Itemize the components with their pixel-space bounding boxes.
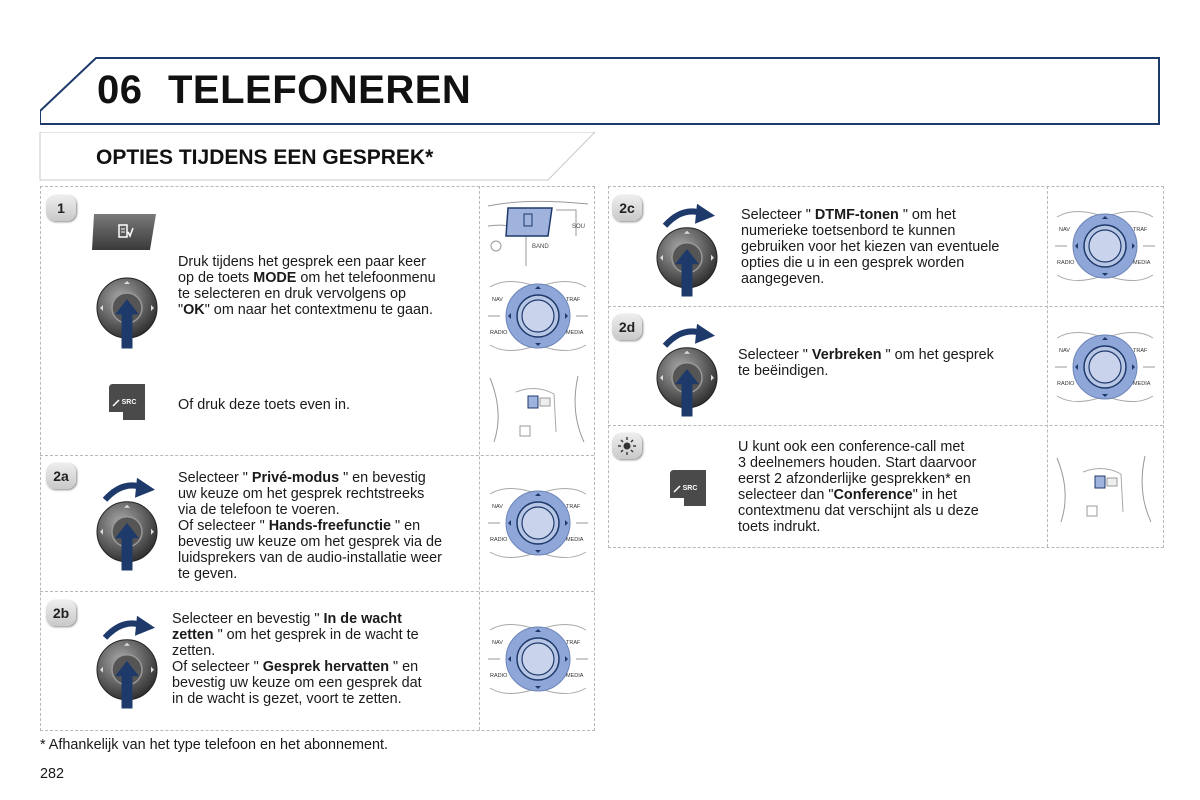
svg-text:SRC: SRC <box>682 485 698 492</box>
dial-label-nav: NAV <box>492 504 503 510</box>
step2d-text: Selecteer " Verbreken " om het gesprek te beëindigen. <box>738 347 994 379</box>
dial-label-nav: NAV <box>492 640 503 646</box>
dial-control-diagram <box>486 622 590 696</box>
svg-text:BAND: BAND <box>532 244 549 250</box>
step-badge-2d: 2d <box>612 314 642 340</box>
rotary-knob-turn-press-icon <box>94 616 160 712</box>
dial-label-media: MEDIA <box>566 330 584 336</box>
section-title: OPTIES TIJDENS EEN GESPREK* <box>96 146 434 169</box>
step2b-text: Selecteer en bevestig " In de wacht zetten " om het gesprek in de wacht te zetten. Of selecteer " Gesprek hervatten " en bevestig uw keuze om een gesprek dat in de wacht is gezet, voort te zetten. <box>172 611 422 707</box>
step2c-text: Selecteer " DTMF-tonen " om het numerieke toetsenbord te kunnen gebruiken voor het kiezen van eventuele opties die u in een gesprek worden aangegeven. <box>741 207 1000 287</box>
page-number: 282 <box>40 766 65 782</box>
rotary-knob-turn-press-icon <box>654 324 720 420</box>
dial-label-traf: TRAF <box>566 640 581 646</box>
dial-label-traf: TRAF <box>1133 348 1148 354</box>
chapter-title: TELEFONEREN <box>168 68 472 112</box>
src-button-icon <box>664 468 710 510</box>
step1-text: Druk tijdens het gesprek een paar keer op de toets MODE om het telefoonmenu te selecteren en druk vervolgens op "OK" om naar het contextmenu te gaan. <box>178 254 436 318</box>
dial-label-radio: RADIO <box>490 673 508 679</box>
dial-label-radio: RADIO <box>1057 381 1075 387</box>
dial-label-nav: NAV <box>1059 348 1070 354</box>
dial-control-diagram <box>486 486 590 560</box>
chapter-number: 06 <box>97 68 143 112</box>
rotary-knob-turn-press-icon <box>654 204 720 300</box>
dial-label-media: MEDIA <box>1133 381 1151 387</box>
steering-wheel-src-diagram <box>486 372 590 444</box>
dial-label-radio: RADIO <box>490 537 508 543</box>
lightbulb-icon <box>612 433 642 459</box>
dial-label-media: MEDIA <box>566 673 584 679</box>
dial-label-nav: NAV <box>492 297 503 303</box>
dial-label-traf: TRAF <box>566 297 581 303</box>
step1-alt-text: Of druk deze toets even in. <box>178 397 350 413</box>
tip-text: U kunt ook een conference-call met 3 deelnemers houden. Start daarvoor eerst 2 afzonderlijke gesprekken* en selecteer dan "Conference" in het contextmenu dat verschijnt als u deze toets indrukt. <box>738 439 979 535</box>
rotary-knob-press-icon <box>94 272 160 352</box>
console-mode-button-diagram <box>486 196 590 268</box>
footnote: * Afhankelijk van het type telefoon en het abonnement. <box>40 737 389 753</box>
dial-label-traf: TRAF <box>1133 227 1148 233</box>
dial-label-radio: RADIO <box>490 330 508 336</box>
src-button-icon <box>103 382 149 424</box>
step2a-text: Selecteer " Privé-modus " en bevestig uw keuze om het gesprek rechtstreeks via de telefoon te voeren. Of selecteer " Hands-freefunctie " en bevestig uw keuze om het gesprek via de luidsprekers van de audio-installatie weer te geven. <box>178 470 442 582</box>
dial-control-diagram <box>1053 209 1157 283</box>
dial-label-radio: RADIO <box>1057 260 1075 266</box>
dial-label-media: MEDIA <box>566 537 584 543</box>
dial-label-traf: TRAF <box>566 504 581 510</box>
step-badge-2a: 2a <box>46 463 76 489</box>
step-badge-2b: 2b <box>46 600 76 626</box>
dial-control-diagram <box>486 279 590 353</box>
steering-wheel-src-diagram <box>1053 452 1157 524</box>
dial-label-nav: NAV <box>1059 227 1070 233</box>
rotary-knob-turn-press-icon <box>94 478 160 574</box>
svg-text:SRC: SRC <box>121 399 137 406</box>
dial-control-diagram <box>1053 330 1157 404</box>
svg-text:SOU: SOU <box>572 224 586 230</box>
dial-label-media: MEDIA <box>1133 260 1151 266</box>
mode-button-icon <box>90 212 158 252</box>
step-badge-2c: 2c <box>612 195 642 221</box>
step-badge-1: 1 <box>46 195 76 221</box>
